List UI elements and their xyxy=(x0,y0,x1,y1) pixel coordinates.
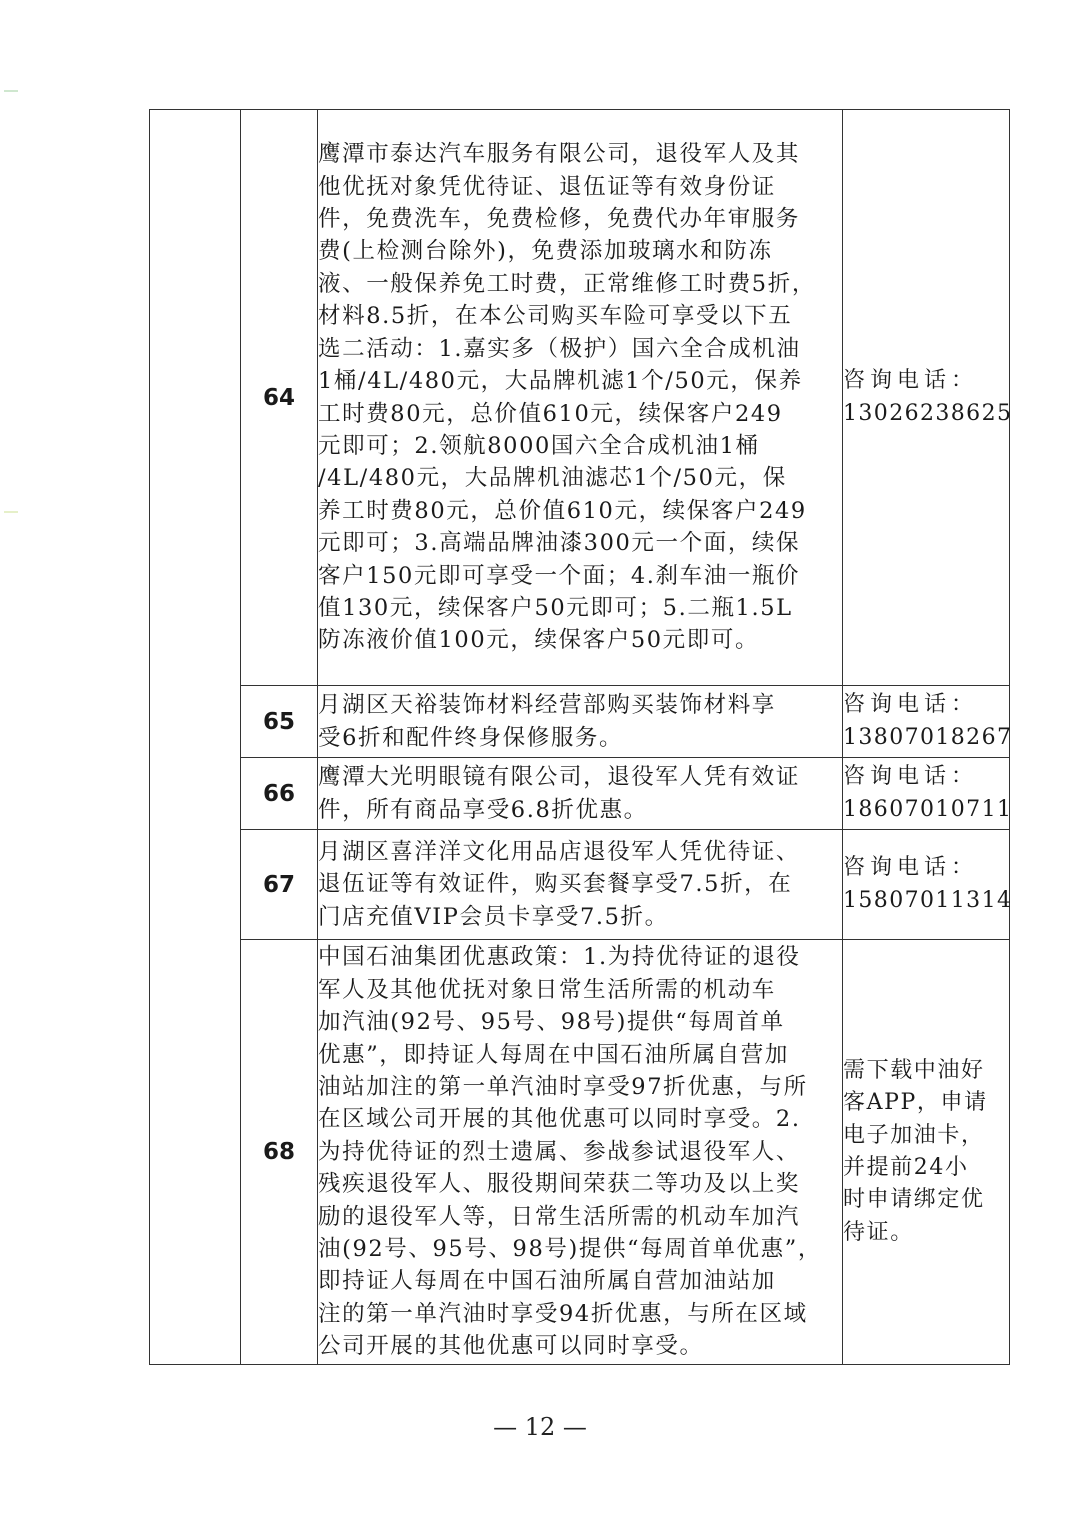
benefit-description: 月湖区喜洋洋文化用品店退役军人凭优待证、 退伍证等有效证件，购买套餐享受7.5折，在 门店充值VIP会员卡享受7.5折。 xyxy=(318,830,843,940)
row-number: 67 xyxy=(241,830,318,940)
contact-phone: 13026238625 xyxy=(843,400,1013,426)
merged-category-cell xyxy=(150,110,241,1365)
row-number: 68 xyxy=(241,940,318,1365)
contact-label: 咨询电话： xyxy=(843,368,979,394)
scan-mark xyxy=(4,90,18,92)
contact-cell xyxy=(843,110,1013,686)
table-row xyxy=(150,830,1010,940)
scan-mark xyxy=(4,511,18,513)
benefit-description: 中国石油集团优惠政策：1.为持优待证的退役 军人及其他优抚对象日常生活所需的机动车 加汽油(92号、95号、98号)提供“每周首单 优惠”，即持证人每周在中国石油所属自营加 油站加注的第一单汽油时享受97折优惠，与所 在区域公司开展的其他优惠可以同时享受。2. 为持优待证的烈士遗属、参战参试退役军人、 残疾退役军人、服役期间荣获二等功及以上奖 励的退役军人等，日常生活所需的机动车加汽 油(92号、95号、98号)提供“每周首单优惠”， 即持证人每周在中国石油所属自营加油站加 注的第一单汽油时享受94折优惠，与所在区域 公司开展的其他优惠可以同时享受。 xyxy=(318,940,843,1365)
benefit-description: 鹰潭大光明眼镜有限公司，退役军人凭有效证 件，所有商品享受6.8折优惠。 xyxy=(318,758,843,830)
table-row xyxy=(150,686,1010,758)
table-row xyxy=(150,940,1010,1365)
contact-label: 咨询电话： xyxy=(843,692,979,718)
contact-phone: 18607010711 xyxy=(843,796,1013,822)
contact-phone: 13807018267 xyxy=(843,724,1013,750)
contact-label: 咨询电话： xyxy=(843,764,979,790)
benefit-description: 月湖区天裕装饰材料经营部购买装饰材料享 受6折和配件终身保修服务。 xyxy=(318,686,843,758)
row-number: 66 xyxy=(241,758,318,830)
benefits-table xyxy=(149,109,1013,1365)
contact-cell xyxy=(843,830,1013,940)
page-number: — 12 — xyxy=(493,1413,587,1441)
benefit-description: 鹰潭市泰达汽车服务有限公司，退役军人及其 他优抚对象凭优待证、退伍证等有效身份证 件，免费洗车，免费检修，免费代办年审服务 费(上检测台除外)，免费添加玻璃水和防冻 液、一般保养免工时费，正常维修工时费5折， 材料8.5折，在本公司购买车险可享受以下五 选二活动：1.嘉实多（极护）国六全合成机油 1桶/4L/480元，大品牌机滤1个/50元，保养 工时费80元，总价值610元，续保客户249 元即可；2.领航8000国六全合成机油1桶 /4L/480元，大品牌机油滤芯1个/50元，保 养工时费80元，总价值610元，续保客户249 元即可；3.高端品牌油漆300元一个面，续保 客户150元即可享受一个面；4.刹车油一瓶价 值130元，续保客户50元即可；5.二瓶1.5L 防冻液价值100元，续保客户50元即可。 xyxy=(318,110,843,686)
table-row xyxy=(150,758,1010,830)
contact-cell xyxy=(843,758,1013,830)
row-number: 65 xyxy=(241,686,318,758)
contact-label: 咨询电话： xyxy=(843,855,979,881)
contact-note: 需下载中油好 客APP，申请 电子加油卡， 并提前24小 时申请绑定优 待证。 xyxy=(843,940,1010,1365)
table-row xyxy=(150,110,1010,686)
contact-cell xyxy=(843,686,1013,758)
contact-phone: 15807011314 xyxy=(843,887,1013,913)
row-number: 64 xyxy=(241,110,318,686)
